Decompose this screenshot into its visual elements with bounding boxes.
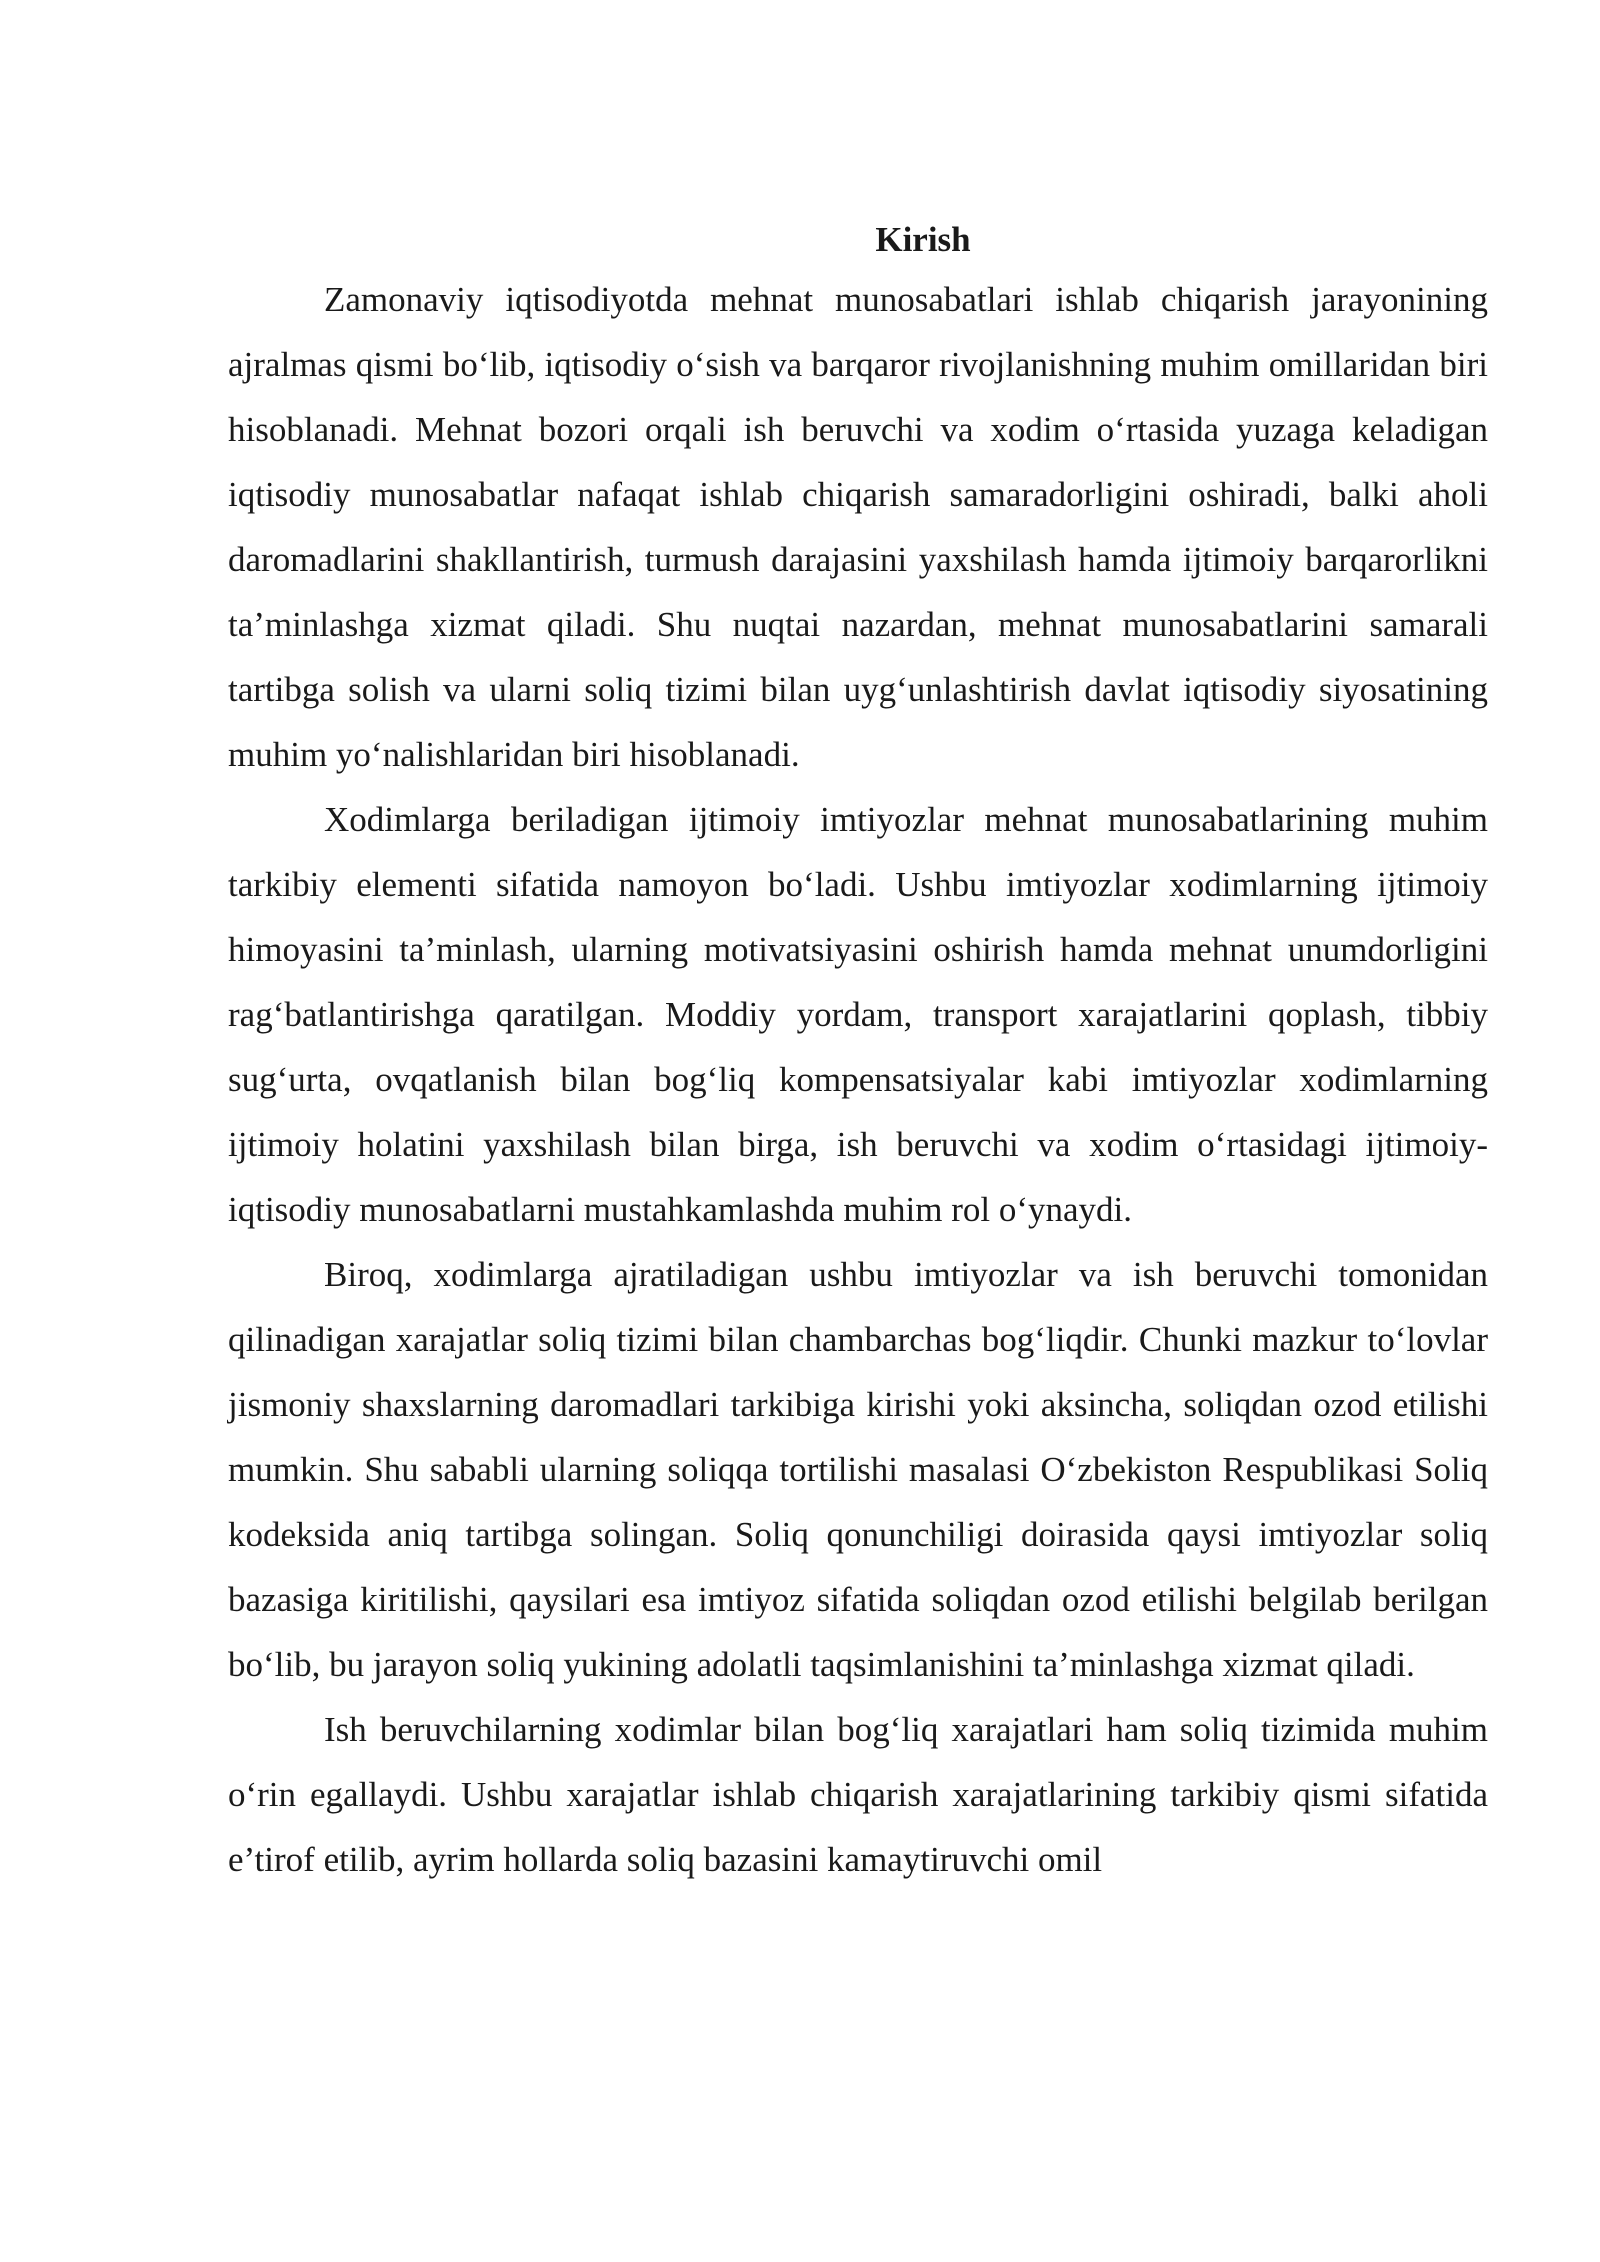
paragraph-3: Biroq, xodimlarga ajratiladigan ushbu imtiyozlar va ish beruvchi tomonidan qilinadigan xarajatlar soliq tizimi bilan chambarchas bog‘liqdir. Chunki mazkur to‘lovlar jismoniy shaxslarning daromadlari tarkibiga kirishi yoki aksincha, soliqdan ozod etilishi mumkin. Shu sababli ularning soliqqa tortilishi masalasi O‘zbekiston Respublikasi Soliq kodeksida aniq tartibga solingan. Soliq qonunchiligi doirasida qaysi imtiyozlar soliq bazasiga kiritilishi, qaysilari esa imtiyoz sifatida soliqdan ozod etilishi belgilab berilgan bo‘lib, bu jarayon soliq yukining adolatli taqsimlanishini ta’minlashga xizmat qiladi.: [228, 1255, 1488, 1684]
paragraph-1: Zamonaviy iqtisodiyotda mehnat munosabatlari ishlab chiqarish jarayonining ajralmas qismi bo‘lib, iqtisodiy o‘sish va barqaror rivojlanishning muhim omillaridan biri hisoblanadi. Mehnat bozori orqali ish beruvchi va xodim o‘rtasida yuzaga keladigan iqtisodiy munosabatlar nafaqat ishlab chiqarish samaradorligini oshiradi, balki aholi daromadlarini shakllantirish, turmush darajasini yaxshilash hamda ijtimoiy barqarorlikni ta’minlashga xizmat qiladi. Shu nuqtai nazardan, mehnat munosabatlarini samarali tartibga solish va ularni soliq tizimi bilan uyg‘unlashtirish davlat iqtisodiy siyosatining muhim yo‘nalishlaridan biri hisoblanadi.: [228, 280, 1488, 774]
paragraph-4: Ish beruvchilarning xodimlar bilan bog‘liq xarajatlari ham soliq tizimida muhim o‘rin egallaydi. Ushbu xarajatlar ishlab chiqarish xarajatlarining tarkibiy qismi sifatida e’tirof etilib, ayrim hollarda soliq bazasini kamaytiruvchi omil: [228, 1710, 1488, 1879]
paragraph-2: Xodimlarga beriladigan ijtimoiy imtiyozlar mehnat munosabatlarining muhim tarkibiy elementi sifatida namoyon bo‘ladi. Ushbu imtiyozlar xodimlarning ijtimoiy himoyasini ta’minlash, ularning motivatsiyasini oshirish hamda mehnat unumdorligini rag‘batlantirishga qaratilgan. Moddiy yordam, transport xarajatlarini qoplash, tibbiy sug‘urta, ovqatlanish bilan bog‘liq kompensatsiyalar kabi imtiyozlar xodimlarning ijtimoiy holatini yaxshilash bilan birga, ish beruvchi va xodim o‘rtasidagi ijtimoiy-iqtisodiy munosabatlarni mustahkamlashda muhim rol o‘ynaydi.: [228, 800, 1488, 1229]
document-body: [228, 212, 1488, 1892]
page-title: Kirish: [875, 220, 971, 259]
